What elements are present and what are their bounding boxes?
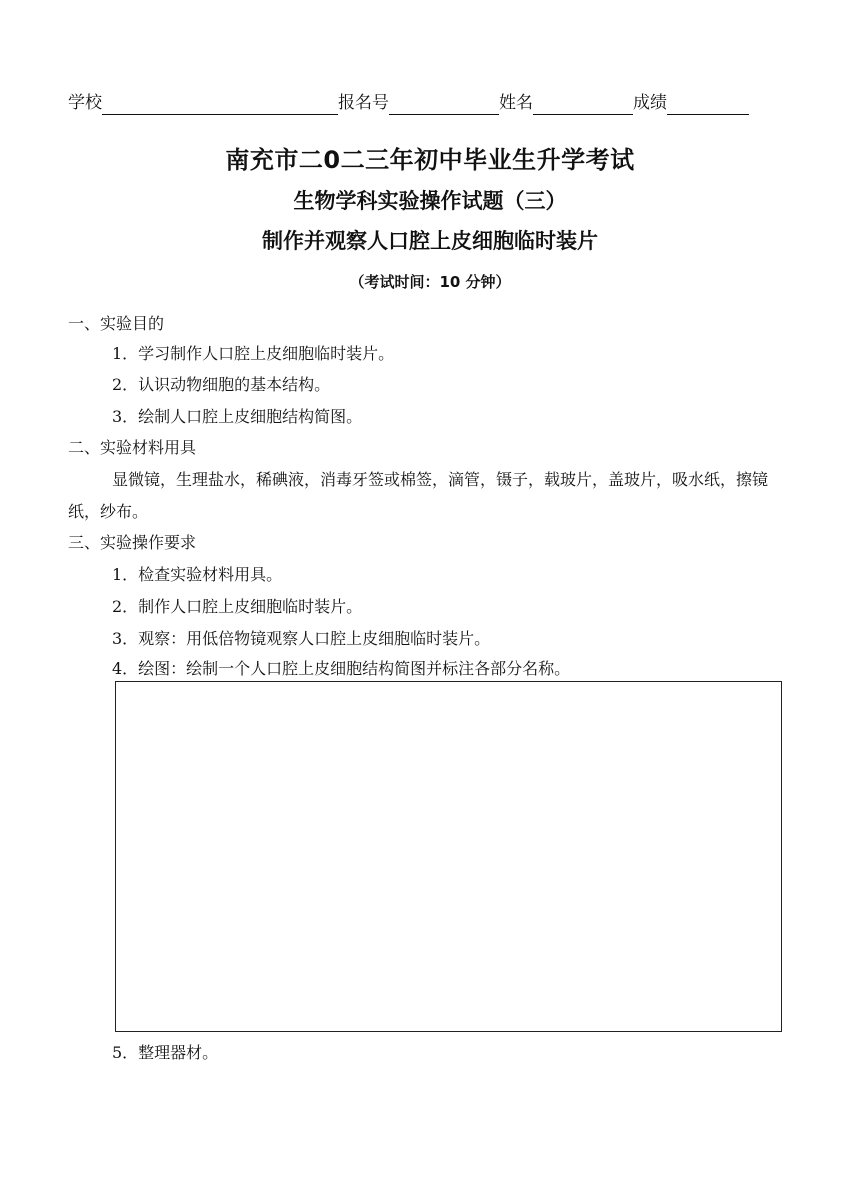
exam-subtitle: 生物学科实验操作试题（三）: [293, 189, 567, 213]
drawing-area[interactable]: [115, 681, 782, 1032]
school-label: 学校: [68, 93, 102, 113]
registration-number-label: 报名号: [338, 93, 389, 113]
candidate-info-line: [68, 91, 784, 115]
registration-number-field[interactable]: [389, 95, 499, 115]
exam-title: 南充市二0二三年初中毕业生升学考试: [225, 146, 635, 174]
purpose-item: 1．学习制作人口腔上皮细胞临时装片。: [112, 344, 395, 363]
name-field[interactable]: [533, 95, 633, 115]
score-field[interactable]: [667, 95, 749, 115]
section-heading-requirements: 三、实验操作要求: [68, 533, 197, 552]
materials-text: 显微镜，生理盐水，稀碘液，消毒牙签或棉签，滴管，镊子，载玻片，盖玻片，吸水纸，擦镜纸，纱布。: [68, 470, 769, 521]
section-heading-materials: 二、实验材料用具: [68, 438, 197, 457]
section-heading-purpose: 一、实验目的: [68, 314, 165, 333]
requirement-item: 4．绘图：绘制一个人口腔上皮细胞结构简图并标注各部分名称。: [112, 659, 571, 678]
experiment-title: 制作并观察人口腔上皮细胞临时装片: [262, 229, 598, 253]
purpose-item: 3．绘制人口腔上皮细胞结构简图。: [112, 407, 363, 426]
name-label: 姓名: [499, 93, 533, 113]
requirement-item: 1．检查实验材料用具。: [112, 565, 283, 584]
score-label: 成绩: [633, 93, 667, 113]
requirement-item: 3．观察：用低倍物镜观察人口腔上皮细胞临时装片。: [112, 629, 491, 648]
requirement-item: 2．制作人口腔上皮细胞临时装片。: [112, 597, 363, 616]
materials-paragraph: [68, 464, 794, 528]
school-field[interactable]: [102, 95, 338, 115]
requirement-item: 5．整理器材。: [112, 1043, 219, 1062]
purpose-item: 2．认识动物细胞的基本结构。: [112, 375, 331, 394]
exam-time-note: （考试时间：10 分钟）: [349, 273, 511, 291]
